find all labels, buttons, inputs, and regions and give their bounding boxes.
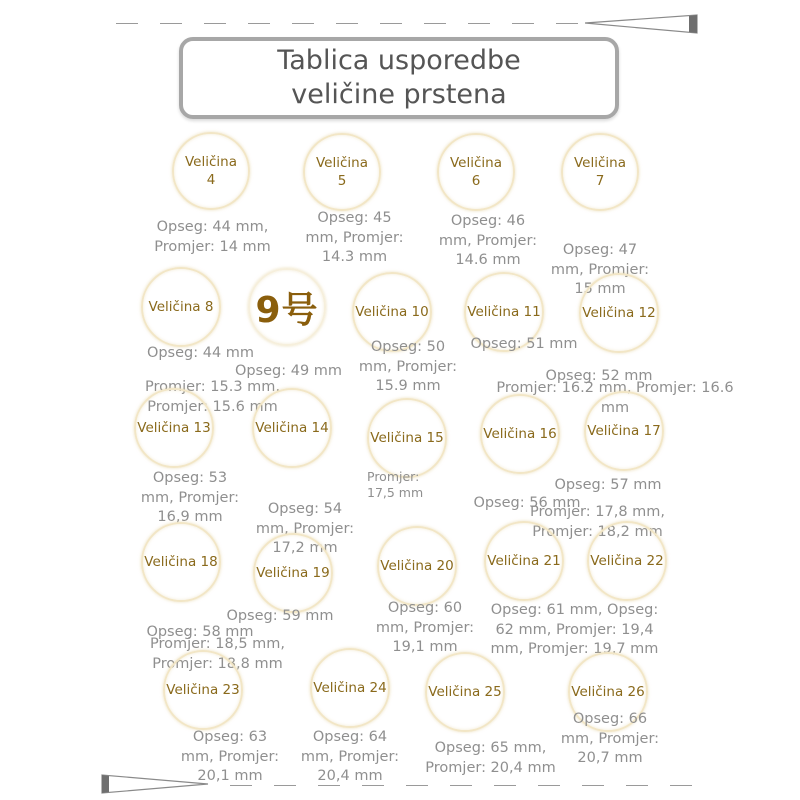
top-dash-8 [424, 23, 446, 24]
bottom-dash-6 [450, 785, 472, 786]
top-dash-1 [116, 23, 138, 24]
measure-size-16: Opseg: 56 mm [473, 495, 581, 511]
ring-size-23 [163, 650, 243, 730]
bottom-dash-9 [582, 785, 604, 786]
ring-label: Veličina 16 [483, 426, 557, 442]
measure-size-15: Promjer: 17,5 mm [367, 469, 424, 500]
bottom-dash-10 [626, 785, 648, 786]
measure-size-18-19-diameter: Promjer: 18,5 mm, Promjer: 18,8 mm [149, 636, 286, 672]
measure-size-17: Opseg: 57 mm [554, 477, 662, 493]
measure-size-10: Opseg: 50 mm, Promjer: 15.9 mm [358, 339, 458, 394]
ring-label: Veličina 12 [582, 305, 656, 321]
top-dash-4 [248, 23, 270, 24]
top-right-arrow-icon [585, 13, 701, 35]
title-box [179, 37, 619, 119]
measure-size-13: Opseg: 53 mm, Promjer: 16,9 mm [140, 470, 240, 525]
ring-label: Veličina 22 [590, 553, 664, 569]
ring-label: Veličina 6 [450, 155, 502, 189]
ring-label-large: 9号 [255, 289, 319, 331]
ring-label: Veličina 17 [587, 423, 661, 439]
top-dash-3 [204, 23, 226, 24]
ring-size-24 [310, 648, 390, 728]
ring-size-4 [172, 132, 250, 210]
ring-label: Veličina 18 [144, 554, 218, 570]
bottom-dash-11 [670, 785, 692, 786]
top-dash-7 [380, 23, 402, 24]
ring-size-8 [141, 267, 221, 347]
ring-size-17 [584, 391, 664, 471]
ring-size-19 [253, 533, 333, 613]
ring-size-25 [425, 652, 505, 732]
ring-label: Veličina 13 [137, 420, 211, 436]
measure-size-6: Opseg: 46 mm, Promjer: 14.6 mm [438, 213, 538, 268]
measure-size-9: Opseg: 49 mm [234, 363, 343, 379]
ring-label: Veličina 25 [428, 684, 502, 700]
ring-label: Veličina 21 [487, 553, 561, 569]
ring-size-16 [480, 394, 560, 474]
ring-label: Veličina 15 [370, 430, 444, 446]
bottom-dash-8 [538, 785, 560, 786]
top-dash-9 [468, 23, 490, 24]
ring-label: Veličina 10 [355, 304, 429, 320]
ring-size-22 [587, 521, 667, 601]
title-line-2: veličine prstena [291, 79, 507, 110]
ring-size-9 [248, 268, 326, 346]
measure-size-5: Opseg: 45 mm, Promjer: 14.3 mm [305, 210, 404, 265]
ring-size-5 [303, 133, 381, 211]
ring-label: Veličina 19 [256, 565, 330, 581]
ring-label: Veličina 23 [166, 682, 240, 698]
ring-label: Veličina 7 [574, 155, 626, 189]
ring-size-14 [252, 388, 332, 468]
top-dash-5 [292, 23, 314, 24]
ring-label: Veličina 5 [316, 155, 368, 189]
ring-size-18 [141, 522, 221, 602]
measure-size-4: Opseg: 44 mm, Promjer: 14 mm [154, 219, 271, 255]
ring-size-13 [134, 388, 214, 468]
measure-size-7: Opseg: 47 mm, Promjer: 15 mm [550, 242, 650, 297]
ring-size-12 [579, 273, 659, 353]
measure-size-14: Opseg: 54 mm, Promjer: 17,2 mm [255, 501, 355, 556]
measure-size-21-22: Opseg: 61 mm, Opseg: 62 mm, Promjer: 19,4 mm, Promjer: 19,7 mm [490, 602, 659, 657]
measure-size-26: Opseg: 66 mm, Promjer: 20,7 mm [560, 711, 660, 766]
measure-size-24: Opseg: 64 mm, Promjer: 20,4 mm [300, 729, 400, 784]
ring-label: Veličina 4 [185, 154, 237, 188]
measure-size-20: Opseg: 60 mm, Promjer: 19,1 mm [375, 600, 475, 655]
top-dash-11 [556, 23, 578, 24]
measure-size-25: Opseg: 65 mm, Promjer: 20,4 mm [425, 740, 556, 776]
ring-size-6 [437, 133, 515, 211]
top-dash-6 [336, 23, 358, 24]
top-dash-2 [160, 23, 182, 24]
bottom-dash-7 [494, 785, 516, 786]
measure-size-8: Opseg: 44 mm [146, 345, 255, 361]
ring-label: Veličina 20 [380, 558, 454, 574]
measure-size-16-17-diameter: Promjer: 17,8 mm, Promjer: 18,2 mm [529, 504, 666, 540]
measure-size-8-9-diameter: Promjer: 15.3 mm, Promjer: 15.6 mm [144, 379, 281, 415]
ring-label: Veličina 24 [313, 680, 387, 696]
measure-size-11: Opseg: 51 mm [470, 336, 578, 352]
measure-size-23: Opseg: 63 mm, Promjer: 20,1 mm [180, 729, 280, 784]
title-line-1: Tablica usporedbe [277, 45, 521, 76]
ring-label: Veličina 11 [467, 304, 541, 320]
ring-size-15 [367, 398, 447, 478]
ring-label: Veličina 26 [571, 684, 645, 700]
ring-label: Veličina 8 [148, 299, 214, 315]
top-dash-10 [512, 23, 534, 24]
measure-size-18: Opseg: 58 mm [146, 624, 254, 640]
ring-label: Veličina 14 [255, 420, 329, 436]
ring-size-20 [377, 526, 457, 606]
measure-size-11-12-diameter: Promjer: 16.2 mm, Promjer: 16.6 mm [496, 380, 734, 416]
ring-size-21 [484, 521, 564, 601]
measure-size-12: Opseg: 52 mm [545, 368, 653, 384]
page-title [277, 44, 521, 112]
measure-size-19: Opseg: 59 mm [226, 608, 334, 624]
ring-size-7 [561, 133, 639, 211]
